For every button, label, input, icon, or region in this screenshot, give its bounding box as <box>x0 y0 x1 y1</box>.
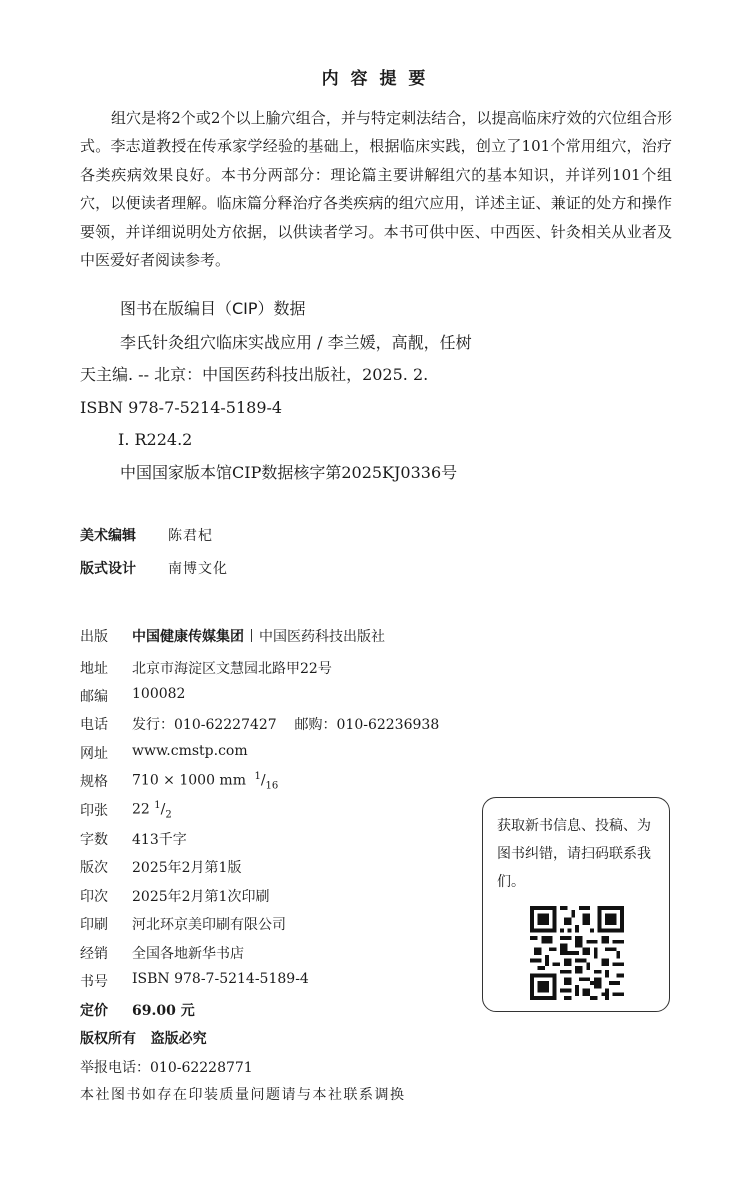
sheets-fraction-num: 1 <box>154 800 161 811</box>
info-label-website: 网址 <box>80 746 108 762</box>
format-size: 710 × 1000 mm <box>132 772 246 789</box>
info-label-sheets: 印张 <box>80 803 108 819</box>
info-label-wordcount: 字数 <box>80 832 108 848</box>
info-label-postcode: 邮编 <box>80 689 108 705</box>
art-editor-label: 美术编辑 <box>80 528 136 544</box>
info-value-website[interactable]: www.cmstp.com <box>132 743 248 759</box>
price-value: 69.00 元 <box>132 1003 195 1019</box>
rights-statement <box>80 1028 207 1048</box>
info-label-phone: 电话 <box>80 717 108 733</box>
info-value-printing: 2025年2月第1次印刷 <box>132 889 270 905</box>
format-fraction-den: 16 <box>265 780 279 792</box>
art-editor-name: 陈君杞 <box>168 528 213 544</box>
info-value-postcode: 100082 <box>132 686 186 702</box>
qr-panel <box>482 797 670 1012</box>
sheets-count: 22 <box>132 801 150 818</box>
sheets-fraction-den: 2 <box>165 809 172 821</box>
info-label-address: 地址 <box>80 661 108 677</box>
info-value-address: 北京市海淀区文慧园北路甲22号 <box>132 661 332 677</box>
summary-title: 内 容 提 要 <box>321 69 429 89</box>
info-value-book-number: ISBN 978-7-5214-5189-4 <box>132 971 309 987</box>
cip-line-2: 天主编. -- 北京：中国医药科技出版社，2025. 2. <box>80 365 429 384</box>
qr-caption: 获取新书信息、投稿、为图书纠错，请扫码联系我们。 <box>497 818 651 890</box>
publisher-value <box>132 626 385 646</box>
info-value-phone: 发行：010-62227427 邮购：010-62236938 <box>132 717 440 733</box>
info-value-printer: 河北环京美印刷有限公司 <box>132 917 286 933</box>
cip-record: 中国国家版本馆CIP数据核字第2025KJ0336号 <box>120 463 458 482</box>
cip-line-1: 李氏针灸组穴临床实战应用 / 李兰媛，高靓，任树 <box>120 333 472 352</box>
info-value-edition: 2025年2月第1版 <box>132 860 242 876</box>
info-label-distributor: 经销 <box>80 946 108 962</box>
info-label-format: 规格 <box>80 774 108 790</box>
publisher-group: 中国健康传媒集团 <box>132 629 244 645</box>
info-label-book-number: 书号 <box>80 974 108 990</box>
info-label-printing: 印次 <box>80 889 108 905</box>
quality-note: 本社图书如存在印装质量问题请与本社联系调换 <box>80 1087 406 1103</box>
publisher-divider <box>251 629 252 642</box>
info-label-printer: 印刷 <box>80 917 108 933</box>
info-value-distributor: 全国各地新华书店 <box>132 946 244 962</box>
info-value-wordcount: 413千字 <box>132 832 187 848</box>
summary-body: 组穴是将2个或2个以上腧穴组合，并与特定刺法结合，以提高临床疗效的穴位组合形式。李志道教授在传承家学经验的基础上，根据临床实践，创立了101个常用组穴，治疗各类疾病效果良好。本书分两部分：理论篇主要讲解组穴的基本知识，并详列101个组穴，以便读者理解。临床篇分释治疗各类疾病的组穴应用，详述主证、兼证的处方和操作要领，并详细说明处方依据，以供读者学习。本书可供中医、中西医、针灸相关从业者及中医爱好者阅读参考。 <box>80 109 672 270</box>
publisher-label: 出版 <box>80 629 108 645</box>
cip-isbn: ISBN 978-7-5214-5189-4 <box>80 398 283 417</box>
price-label: 定价 <box>80 1003 108 1019</box>
qr-code-icon[interactable] <box>530 906 624 1000</box>
report-phone: 举报电话：010-62228771 <box>80 1060 253 1076</box>
info-label-edition: 版次 <box>80 860 108 876</box>
layout-design-label: 版式设计 <box>80 561 136 577</box>
cip-classification: Ⅰ. R224.2 <box>118 430 193 449</box>
info-value-format: 710 × 1000 mm $^1/_{16}$ <box>132 771 279 792</box>
info-value-sheets: 22 $^1/_2$ <box>132 800 172 821</box>
copyright-text: 版权所有 <box>80 1031 136 1047</box>
piracy-text: 盗版必究 <box>150 1031 207 1047</box>
layout-design-name: 南博文化 <box>168 561 228 577</box>
cip-heading: 图书在版编目（CIP）数据 <box>120 299 306 318</box>
publisher-name: 中国医药科技出版社 <box>259 629 385 645</box>
format-fraction-num: 1 <box>254 771 261 782</box>
